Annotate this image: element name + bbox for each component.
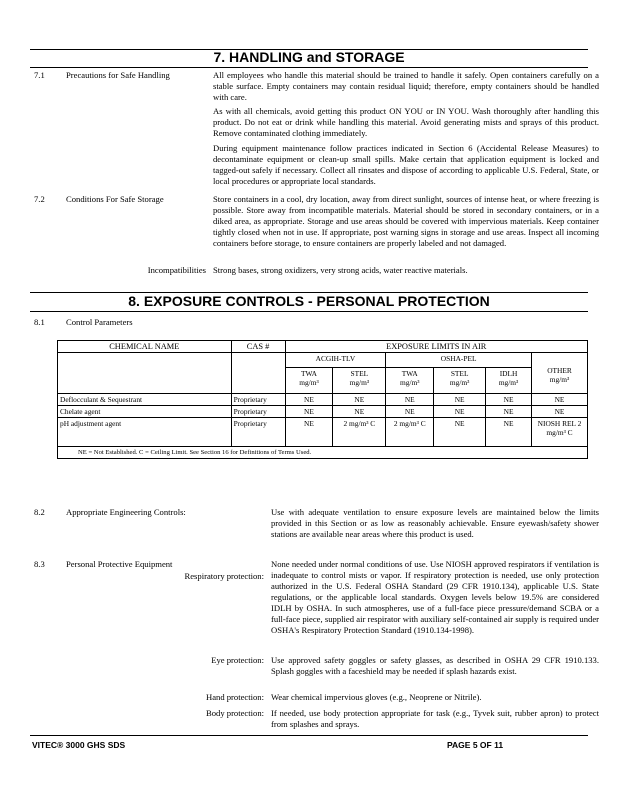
row-3-name: pH adjustment agent [58,418,232,447]
section-8-1-label: Control Parameters [66,317,133,327]
header-stel2-cell [434,367,486,393]
row-1-acgih-twa: NE [285,394,333,406]
header-stel2: STEL [450,368,469,378]
unit-twa2: mg/m³ [400,377,420,387]
header-twa2-cell [386,367,434,393]
row-3-cas: Proprietary [231,418,285,447]
header-idlh: IDLH [499,368,518,378]
exposure-limits-table [57,340,588,459]
eye-protection-label: Eye protection: [211,655,264,665]
section-8-3-label: Personal Protective Equipment [66,559,173,569]
header-other-cell [532,353,588,394]
handling-paragraph-1: All employees who handle this material should be trained to handle it safely. Open containers carefully on a stable surface. Empty containers may contain residual liquid; therefore, empty containers should be handled with care. [213,70,599,102]
row-1-osha-stel: NE [434,394,486,406]
section-7-heading: 7. HANDLING and STORAGE [213,49,405,65]
footer-page-number: PAGE 5 OF 11 [447,740,504,750]
table-row [58,394,588,406]
eye-protection-text: Use approved safety goggles or safety glasses, as described in OSHA 29 CFR 1910.133. Splash goggles with a faceshield may be needed if splash hazards exist. [271,655,599,676]
row-1-name: Deflocculant & Sequestrant [58,394,232,406]
header-twa-cell [285,367,333,393]
row-3-other: NIOSH REL 2 mg/m³ C [532,418,588,447]
row-1-cas: Proprietary [231,394,285,406]
respiratory-text: None needed under normal conditions of use. Use NIOSH approved respirators if ventilation is inadequate to control mists or vapor. If respiratory protection is needed, use only protection authorized in the U.S. Federal OSHA Standard (29 CFR 1910.134), applicable U.S. State regulations, or the applicable local standards. Oxygen levels below 19.5% are considered IDLH by OSHA. In such atmospheres, use of a full-face piece pressure/demand SCBA or a full-face piece, supplied air respirator with auxiliary self-contained air supply is required under OSHA's Respiratory Protection Standard (1910.134-1998). [271,559,599,635]
row-2-osha-twa: NE [386,406,434,418]
row-3-osha-stel: NE [434,418,486,447]
row-2-other: NE [532,406,588,418]
table-header-row [58,341,588,353]
section-8-1-number: 8.1 [34,317,45,327]
body-protection-text: If needed, use body protection appropriate for task (e.g., Tyvek suit, rubber apron) to protect from splashes and sprays. [271,708,599,729]
header-stel: STEL [350,368,369,378]
handling-paragraph-3: During equipment maintenance follow practices indicated in Section 6 (Accidental Release Measures) to decontaminate equipment or clean-up small spills. Make certain that application equipment is locked and tagged-out safely if necessary. Collect all rinsates and dispose of according to applicable U.S. Federal, State, or local procedures or appropriate local standards. [213,143,599,186]
header-other: OTHER [547,366,572,375]
section-7-2-number: 7.2 [34,194,45,204]
header-cas: CAS # [231,341,285,353]
respiratory-label: Respiratory protection: [184,571,264,581]
row-3-acgih-twa: NE [285,418,333,447]
body-protection-label: Body protection: [206,708,264,718]
header-blank-cas [231,353,285,394]
table-note-row [58,447,588,459]
unit-other: mg/m³ [549,375,570,384]
unit-idlh: mg/m³ [498,377,519,387]
hand-protection-text: Wear chemical impervious gloves (e.g., Neoprene or Nitrile). [271,692,482,702]
section-8-2-number: 8.2 [34,507,45,517]
row-3-acgih-stel: 2 mg/m³ C [333,418,386,447]
row-2-name: Chelate agent [58,406,232,418]
header-exposure-limits: EXPOSURE LIMITS IN AIR [285,341,588,353]
header-chemical-name: CHEMICAL NAME [58,341,232,353]
footer-document-name: VITEC® 3000 GHS SDS [32,740,126,750]
header-stel-cell [333,367,386,393]
section-7-1-number: 7.1 [34,70,45,80]
row-1-idlh: NE [486,394,532,406]
row-2-osha-stel: NE [434,406,486,418]
row-2-acgih-stel: NE [333,406,386,418]
section-8-rule [30,311,588,312]
row-2-idlh: NE [486,406,532,418]
header-twa: TWA [300,368,317,378]
unit-stel: mg/m³ [349,377,370,387]
storage-paragraph: Store containers in a cool, dry location, away from direct sunlight, sources of intense heat, or where freezing is possible. Store away from incompatible materials. Material should be stored in secondary containers, or in a diked area, as appropriate. Storage and use areas should be covered with impervious materials. Keep container tightly closed when not in use. If appropriate, post warning signs in storage and use areas. Inspect all incoming containers before storage, to ensure containers are properly labeled and not damaged. [213,194,599,248]
header-acgih: ACGIH-TLV [285,353,386,368]
row-1-osha-twa: NE [386,394,434,406]
section-8-2-label: Appropriate Engineering Controls: [66,507,186,517]
row-3-osha-twa: 2 mg/m³ C [386,418,434,447]
incompatibilities-text: Strong bases, strong oxidizers, very strong acids, water reactive materials. [213,265,468,275]
table-row [58,406,588,418]
header-osha: OSHA-PEL [386,353,532,368]
hand-protection-label: Hand protection: [206,692,264,702]
row-2-acgih-twa: NE [285,406,333,418]
section-7-1-label: Precautions for Safe Handling [66,70,170,80]
table-note: NE = Not Established. C = Ceiling Limit. See Section 16 for Definitions of Terms Used. [58,447,588,459]
unit-twa: mg/m³ [299,377,319,387]
row-2-cas: Proprietary [231,406,285,418]
row-1-acgih-stel: NE [333,394,386,406]
header-twa2: TWA [401,368,418,378]
table-subheader-row [58,353,588,368]
section-7-2-label: Conditions For Safe Storage [66,194,164,204]
section-8-3-number: 8.3 [34,559,45,569]
row-1-other: NE [532,394,588,406]
handling-paragraph-2: As with all chemicals, avoid getting this product ON YOU or IN YOU. Wash thoroughly after handling this product. Do not eat or drink while handling this material. Avoid generating mists and sprays of this product. Remove contaminated clothing immediately. [213,106,599,138]
table-row [58,418,588,447]
incompatibilities-label: Incompatibilities [147,265,206,275]
section-7-rule [30,67,588,68]
row-3-idlh: NE [486,418,532,447]
header-idlh-cell [486,367,532,393]
section-8-heading: 8. EXPOSURE CONTROLS - PERSONAL PROTECTION [128,293,490,309]
footer-rule [30,735,588,736]
engineering-controls-text: Use with adequate ventilation to ensure exposure levels are maintained below the limits provided in this Section or as low as reasonably achievable. Ensure eyewash/safety shower stations are available near areas where this product is used. [271,507,599,539]
unit-stel2: mg/m³ [449,377,470,387]
header-blank-name [58,353,232,394]
